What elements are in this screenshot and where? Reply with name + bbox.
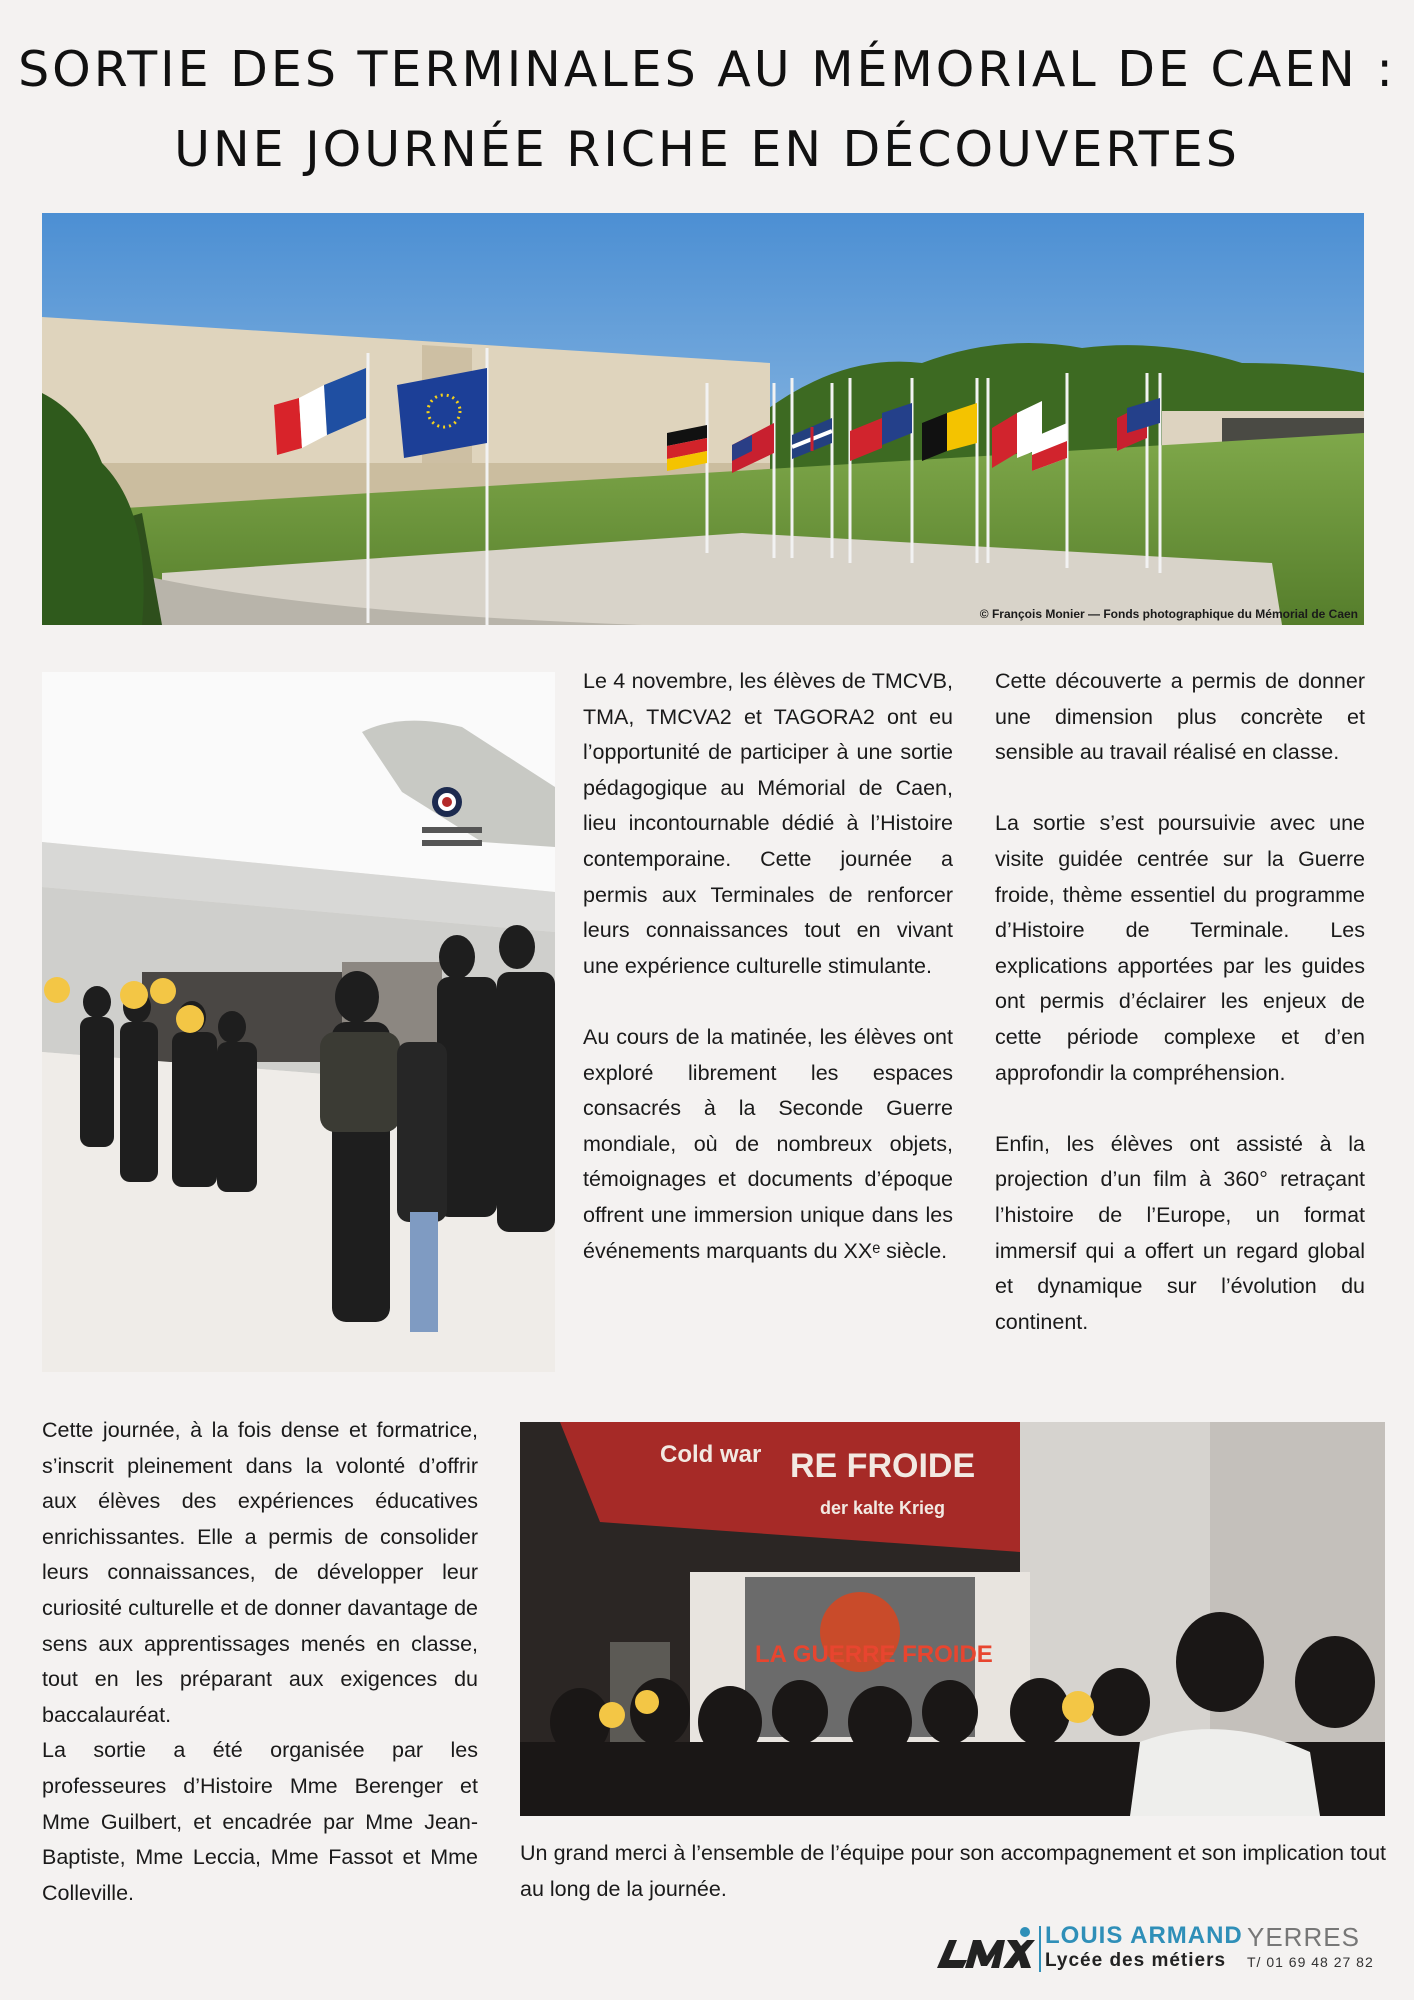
photo-cold-war-exhibit — [520, 1422, 1385, 1816]
thanks-paragraph: Un grand merci à l’ensemble de l’équipe pour son accompagnement et son implication tout au long de la journée. — [520, 1841, 1386, 1901]
logo-separator — [1039, 1926, 1041, 1972]
paragraph: Cette journée, à la fois dense et formatrice, s’inscrit pleinement dans la volonté d’offrir aux élèves des expériences éducatives enrichissantes. Elle a permis de consolider leurs connaissances, de développer leur curiosité culturelle et de donner davantage de sens aux apprentissages menés en classe, tout en les préparant aux exigences du baccalauréat. — [42, 1418, 478, 1727]
title-line-1: SORTIE DES TERMINALES AU MÉMORIAL DE CAEN : — [18, 41, 1396, 98]
text-column-right — [995, 664, 1365, 1340]
school-subtitle: Lycée des métiers — [1045, 1950, 1227, 1971]
banner-sub-text-1: Cold war — [660, 1441, 762, 1468]
paragraph: Cette découverte a permis de donner une dimension plus concrète et sensible au travail réalisé en classe. — [995, 669, 1365, 765]
school-logo — [935, 1922, 1375, 1982]
paragraph: Enfin, les élèves ont assisté à la projection d’un film à 360° retraçant l’histoire de l’Europe, un format immersif qui a offert un regard global et dynamique sur l’évolution du continent. — [995, 1131, 1365, 1334]
exhibit-panel-text: LA GUERRE FROIDE — [755, 1641, 993, 1668]
school-phone: T/ 01 69 48 27 82 — [1247, 1954, 1374, 1970]
hero-photo-memorial — [42, 213, 1364, 625]
paragraph: Au cours de la matinée, les élèves ont exploré librement les espaces consacrés à la Seconde Guerre mondiale, où de nombreux objets, témoignages et documents d’époque offrent une immersion unique dans les événements marquants du XXᵉ siècle. — [583, 1024, 953, 1263]
text-column-middle — [583, 664, 953, 1269]
text-column-bottom-left — [42, 1413, 478, 1911]
school-name: LOUIS ARMAND — [1045, 1922, 1243, 1949]
school-logo-mark-icon — [935, 1924, 1035, 1974]
paragraph: Le 4 novembre, les élèves de TMCVB, TMA, TMCVA2 et TAGORA2 ont eu l’opportunité de participer à une sortie pédagogique au Mémorial de Caen, lieu incontournable dédié à l’Histoire contemporaine. Cette journée a permis aux Terminales de renforcer leurs connaissances tout en vivant une expérience culturelle stimulante. — [583, 669, 953, 978]
paragraph: La sortie s’est poursuivie avec une visite guidée centrée sur la Guerre froide, thème essentiel du programme d’Histoire de Terminale. Les explications apportées par les guides ont permis d’éclairer les enjeux de cette période complexe et d’en approfondir la compréhension. — [995, 811, 1365, 1085]
photo-credit: © François Monier — Fonds photographique du Mémorial de Caen — [979, 607, 1358, 621]
banner-main-text: RE FROIDE — [790, 1447, 976, 1485]
school-city: YERRES — [1247, 1922, 1360, 1952]
page-title — [0, 30, 1414, 190]
photo-students-hall — [42, 672, 555, 1372]
title-line-2: UNE JOURNÉE RICHE EN DÉCOUVERTES — [174, 121, 1240, 178]
banner-sub-text-2: der kalte Krieg — [820, 1498, 946, 1518]
paragraph: La sortie a été organisée par les professeures d’Histoire Mme Berenger et Mme Guilbert, et encadrée par Mme Jean-Baptiste, Mme Leccia, Mme Fassot et Mme Colleville. — [42, 1738, 478, 1905]
